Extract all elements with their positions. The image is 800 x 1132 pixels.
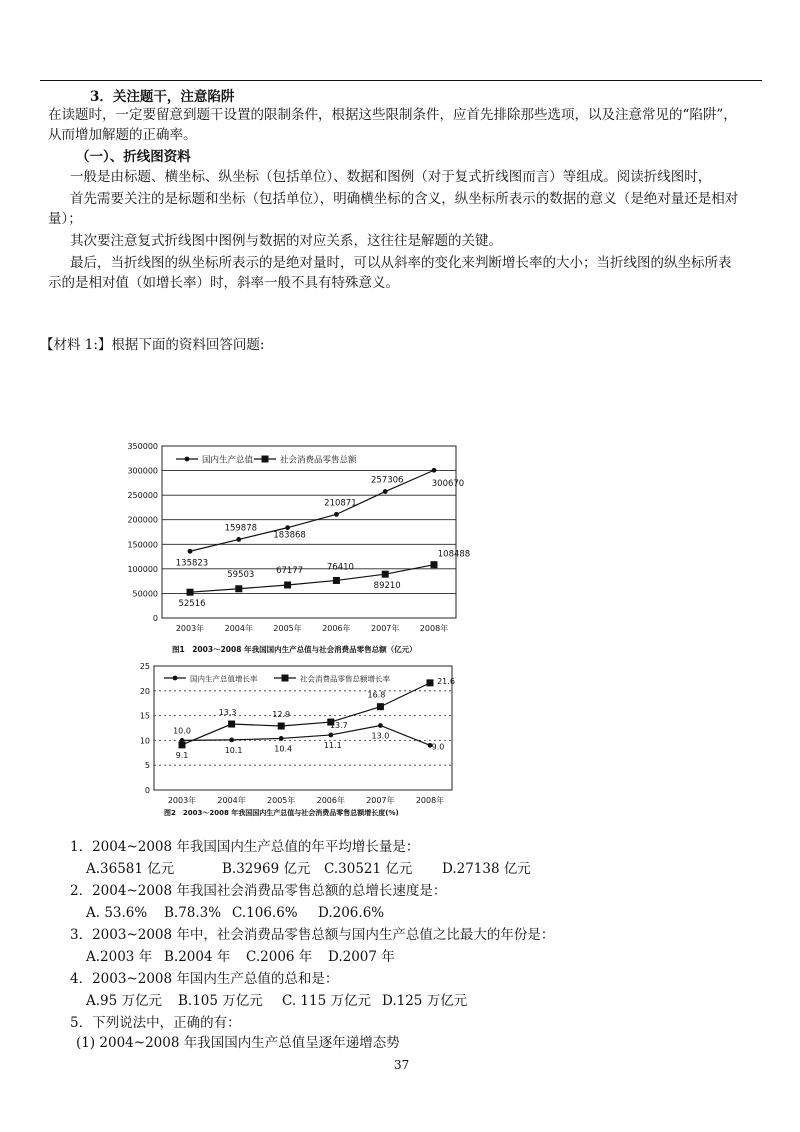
point-marker [179, 741, 186, 748]
data-label: 108488 [437, 549, 470, 560]
paragraph-line: 其次要注意复式折线图中图例与数据的对应关系，这往往是解题的关键。 [70, 233, 502, 249]
data-label: 12.9 [272, 710, 291, 720]
y-tick-label: 350000 [127, 442, 158, 451]
chart-title: 图2 2003～2008 年我国国内生产总值与社会消费品零售总额增长度(%) [164, 809, 399, 817]
legend-marker [185, 457, 190, 462]
q5-item-1: (1) 2004~2008 年我国国内生产总值呈逐年递增态势 [76, 1035, 400, 1051]
y-tick-label: 150000 [127, 540, 158, 550]
legend-label: 国内生产总值增长率 [190, 674, 258, 684]
plot-frame [162, 446, 456, 618]
point-marker [285, 525, 290, 530]
y-tick-label: 300000 [127, 466, 158, 476]
point-marker [229, 738, 234, 743]
paragraph-line: 首先需要关注的是标题和坐标（包括单位），明确横坐标的含义，纵坐标所表示的数据的意义（是绝对量还是相对 [70, 191, 739, 207]
data-label: 59503 [227, 569, 255, 580]
data-label: 10.4 [274, 744, 293, 754]
data-label: 300670 [431, 479, 465, 490]
x-tick-label: 2007年 [366, 796, 395, 805]
y-tick-label: 20 [139, 686, 150, 696]
q3-option-d: D.2007 年 [328, 949, 395, 965]
q1-option-c: C.30521 亿元 [324, 861, 413, 877]
y-tick-label: 5 [144, 761, 150, 771]
point-marker [235, 585, 242, 592]
question-1: 1．2004~2008 年我国国内生产总值的年平均增长量是： [70, 839, 420, 855]
point-marker [431, 561, 438, 568]
data-label: 11.1 [323, 740, 342, 750]
q1-option-b: B.32969 亿元 [222, 861, 311, 877]
x-tick-label: 2003年 [167, 796, 197, 805]
q2-option-b: B.78.3% [164, 905, 222, 921]
y-tick-label: 200000 [127, 515, 158, 525]
data-label: 183868 [273, 530, 306, 541]
q3-option-c: C.2006 年 [246, 949, 313, 965]
point-marker [188, 549, 193, 554]
y-tick-label: 25 [139, 662, 150, 671]
paragraph-line: 示的是相对值（如增长率）时，斜率一般不具有特殊意义。 [48, 275, 399, 291]
data-label: 210871 [324, 498, 357, 509]
point-marker [382, 571, 389, 578]
data-label: 159878 [224, 523, 258, 534]
data-label: 135823 [175, 558, 209, 569]
data-label: 9.1 [175, 750, 189, 760]
legend-marker [173, 676, 178, 681]
material-label: 【材料 1:】根据下面的资料回答问题: [40, 337, 265, 353]
q4-option-d: D.125 万亿元 [382, 993, 468, 1009]
x-tick-label: 2003年 [175, 624, 205, 633]
data-label: 21.6 [437, 676, 455, 686]
q2-option-c: C.106.6% [232, 905, 298, 921]
y-tick-label: 50000 [132, 589, 158, 599]
question-2: 2．2004~2008 年我国社会消费品零售总额的总增长速度是： [70, 883, 447, 899]
point-marker [284, 581, 291, 588]
x-tick-label: 2006年 [316, 796, 345, 805]
data-label: 9.0 [431, 742, 445, 752]
legend-label: 国内生产总值 [202, 455, 254, 466]
q1-option-a: A.36581 亿元 [86, 861, 175, 877]
y-tick-label: 10 [139, 736, 150, 746]
sub-heading: （一）、折线图资料 [76, 149, 191, 165]
y-tick-label: 0 [152, 614, 158, 623]
y-tick-label: 100000 [127, 564, 158, 574]
chart-2 [118, 660, 470, 820]
point-marker [187, 589, 194, 596]
q4-option-a: A.95 万亿元 [86, 993, 163, 1009]
q3-option-a: A.2003 年 [86, 949, 153, 965]
data-label: 67177 [276, 565, 304, 576]
legend-label: 社会消费品零售总额 [280, 455, 357, 466]
data-label: 16.8 [367, 690, 386, 700]
paragraph-line: 在读题时，一定要留意到题干设置的限制条件，根据这些限制条件，应首先排除那些选项，以及注意常见的“陷阱”， [48, 107, 737, 123]
data-label: 13.3 [218, 708, 237, 718]
x-tick-label: 2008年 [415, 796, 445, 805]
chart-title: 图1 2003～2008 年我国国内生产总值与社会消费品零售总额（亿元） [172, 645, 417, 654]
point-marker [279, 736, 284, 741]
y-tick-label: 250000 [127, 491, 158, 501]
x-tick-label: 2007年 [371, 624, 400, 633]
point-marker [228, 721, 235, 728]
legend-marker [262, 456, 269, 463]
q4-option-c: C. 115 万亿元 [282, 993, 371, 1009]
point-marker [328, 733, 333, 738]
question-4: 4．2003~2008 年国内生产总值的总和是： [70, 971, 339, 987]
q2-option-a: A. 53.6% [86, 905, 148, 921]
q1-option-d: D.27138 亿元 [442, 861, 531, 877]
point-marker [378, 723, 383, 728]
question-3: 3．2003~2008 年中，社会消费品零售总额与国内生产总值之比最大的年份是： [70, 927, 555, 943]
q3-option-b: B.2004 年 [164, 949, 231, 965]
point-marker [334, 512, 339, 517]
point-marker [333, 577, 340, 584]
data-label: 89210 [373, 581, 401, 592]
x-tick-label: 2008年 [419, 624, 449, 633]
point-marker [383, 489, 388, 494]
q2-option-d: D.206.6% [318, 905, 385, 921]
question-5: 5．下列说法中，正确的有： [70, 1015, 241, 1031]
data-label: 13.7 [329, 721, 348, 731]
chart-1 [118, 438, 470, 658]
y-tick-label: 15 [139, 711, 150, 721]
y-tick-label: 0 [144, 786, 150, 795]
legend-marker [282, 675, 289, 682]
paragraph-line: 从而增加解题的正确率。 [48, 127, 197, 143]
data-label: 257306 [370, 475, 404, 486]
x-tick-label: 2005年 [273, 624, 302, 633]
data-label: 13.0 [371, 731, 390, 741]
x-tick-label: 2004年 [217, 796, 246, 805]
point-marker [236, 537, 241, 542]
header-rule [40, 80, 762, 81]
plot-frame [154, 666, 452, 790]
paragraph-line: 一般是由标题、横坐标、纵坐标（包括单位）、数据和图例（对于复式折线图而言）等组成。阅读折线图时， [70, 169, 712, 185]
x-tick-label: 2004年 [224, 624, 253, 633]
paragraph-line: 最后，当折线图的纵坐标所表示的是绝对量时，可以从斜率的变化来判断增长率的大小；当折线图的纵坐标所表 [70, 255, 732, 271]
data-label: 76410 [326, 562, 354, 573]
legend-label: 社会消费品零售总额增长率 [300, 674, 390, 684]
data-label: 10.0 [173, 726, 191, 736]
point-marker [432, 468, 437, 473]
q4-option-b: B.105 万亿元 [178, 993, 263, 1009]
point-marker [278, 723, 285, 730]
point-marker [377, 703, 384, 710]
x-tick-label: 2005年 [267, 796, 296, 805]
data-label: 52516 [178, 599, 206, 610]
section-heading: 3．关注题干，注意陷阱 [90, 89, 235, 105]
x-tick-label: 2006年 [322, 624, 351, 633]
data-label: 10.1 [224, 745, 243, 755]
paragraph-line: 量）； [48, 211, 82, 227]
point-marker [427, 679, 434, 686]
page-number: 37 [394, 1058, 410, 1072]
